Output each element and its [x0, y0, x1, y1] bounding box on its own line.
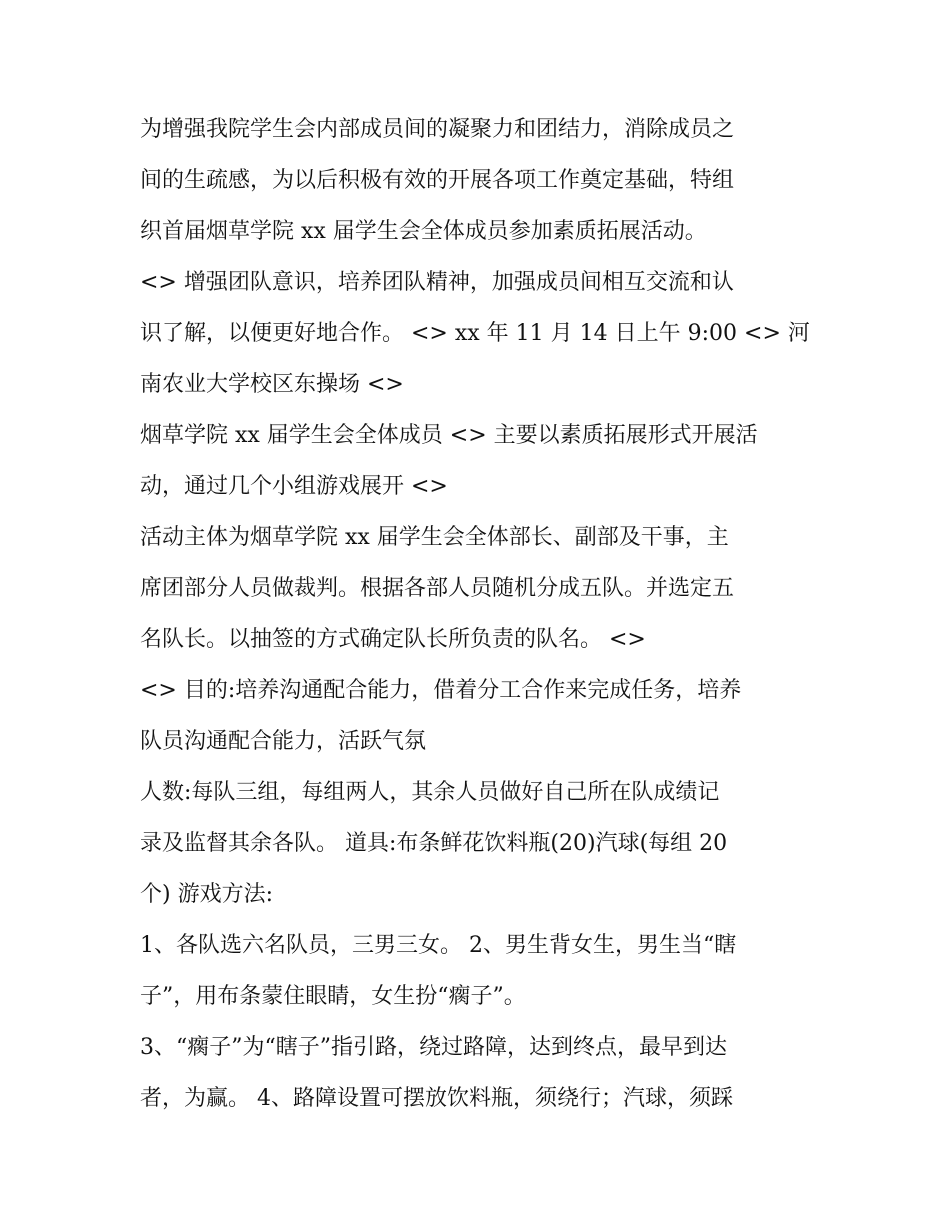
text-line: 个) 游戏方法:	[140, 882, 273, 907]
paragraph-participants	[140, 410, 820, 512]
text-line: 织首届烟草学院 xx 届学生会全体成员参加素质拓展活动。	[140, 219, 707, 244]
text-line: 席团部分人员做裁判。根据各部人员随机分成五队。并选定五	[140, 576, 735, 601]
document-body	[140, 104, 820, 1124]
paragraph-purpose	[140, 104, 820, 257]
text-line: 动，通过几个小组游戏展开 <>	[140, 474, 448, 499]
paragraph-headcount-props	[140, 767, 820, 920]
text-line: 队员沟通配合能力，活跃气氛	[140, 729, 427, 754]
text-line: 识了解，以便更好地合作。 <> xx 年 11 月 14 日上午 9:00 <> 河	[140, 321, 810, 346]
text-line: 3、“瘸子”为“瞎子”指引路，绕过路障，达到终点，最早到达	[140, 1035, 727, 1060]
text-line: <> 增强团队意识，培养团队精神，加强成员间相互交流和认	[140, 270, 734, 295]
paragraph-goal-time-place	[140, 257, 820, 410]
text-line: 1、各队选六名队员，三男三女。 2、男生背女生，男生当“瞎	[140, 933, 737, 958]
text-line: 活动主体为烟草学院 xx 届学生会全体部长、副部及干事，主	[140, 525, 729, 550]
paragraph-organization	[140, 512, 820, 665]
text-line: 间的生疏感，为以后积极有效的开展各项工作奠定基础，特组	[140, 168, 735, 193]
text-line: 为增强我院学生会内部成员间的凝聚力和团结力，消除成员之	[140, 117, 735, 142]
paragraph-game-objective	[140, 665, 820, 767]
text-line: 子”，用布条蒙住眼睛，女生扮“瘸子”。	[140, 984, 526, 1009]
text-line: 人数:每队三组，每组两人，其余人员做好自己所在队成绩记	[140, 780, 720, 805]
text-line: 录及监督其余各队。 道具:布条鲜花饮料瓶(20)汽球(每组 20	[140, 831, 728, 856]
text-line: 者，为赢。 4、路障设置可摆放饮料瓶，须绕行；汽球，须踩	[140, 1086, 733, 1111]
paragraph-rules-1-2	[140, 920, 820, 1022]
text-line: 名队长。以抽签的方式确定队长所负责的队名。 <>	[140, 627, 646, 652]
text-line: 南农业大学校区东操场 <>	[140, 372, 404, 397]
text-line: <> 目的:培养沟通配合能力，借着分工合作来完成任务，培养	[140, 678, 742, 703]
paragraph-rules-3-4	[140, 1022, 820, 1124]
text-line: 烟草学院 xx 届学生会全体成员 <> 主要以素质拓展形式开展活	[140, 423, 758, 448]
